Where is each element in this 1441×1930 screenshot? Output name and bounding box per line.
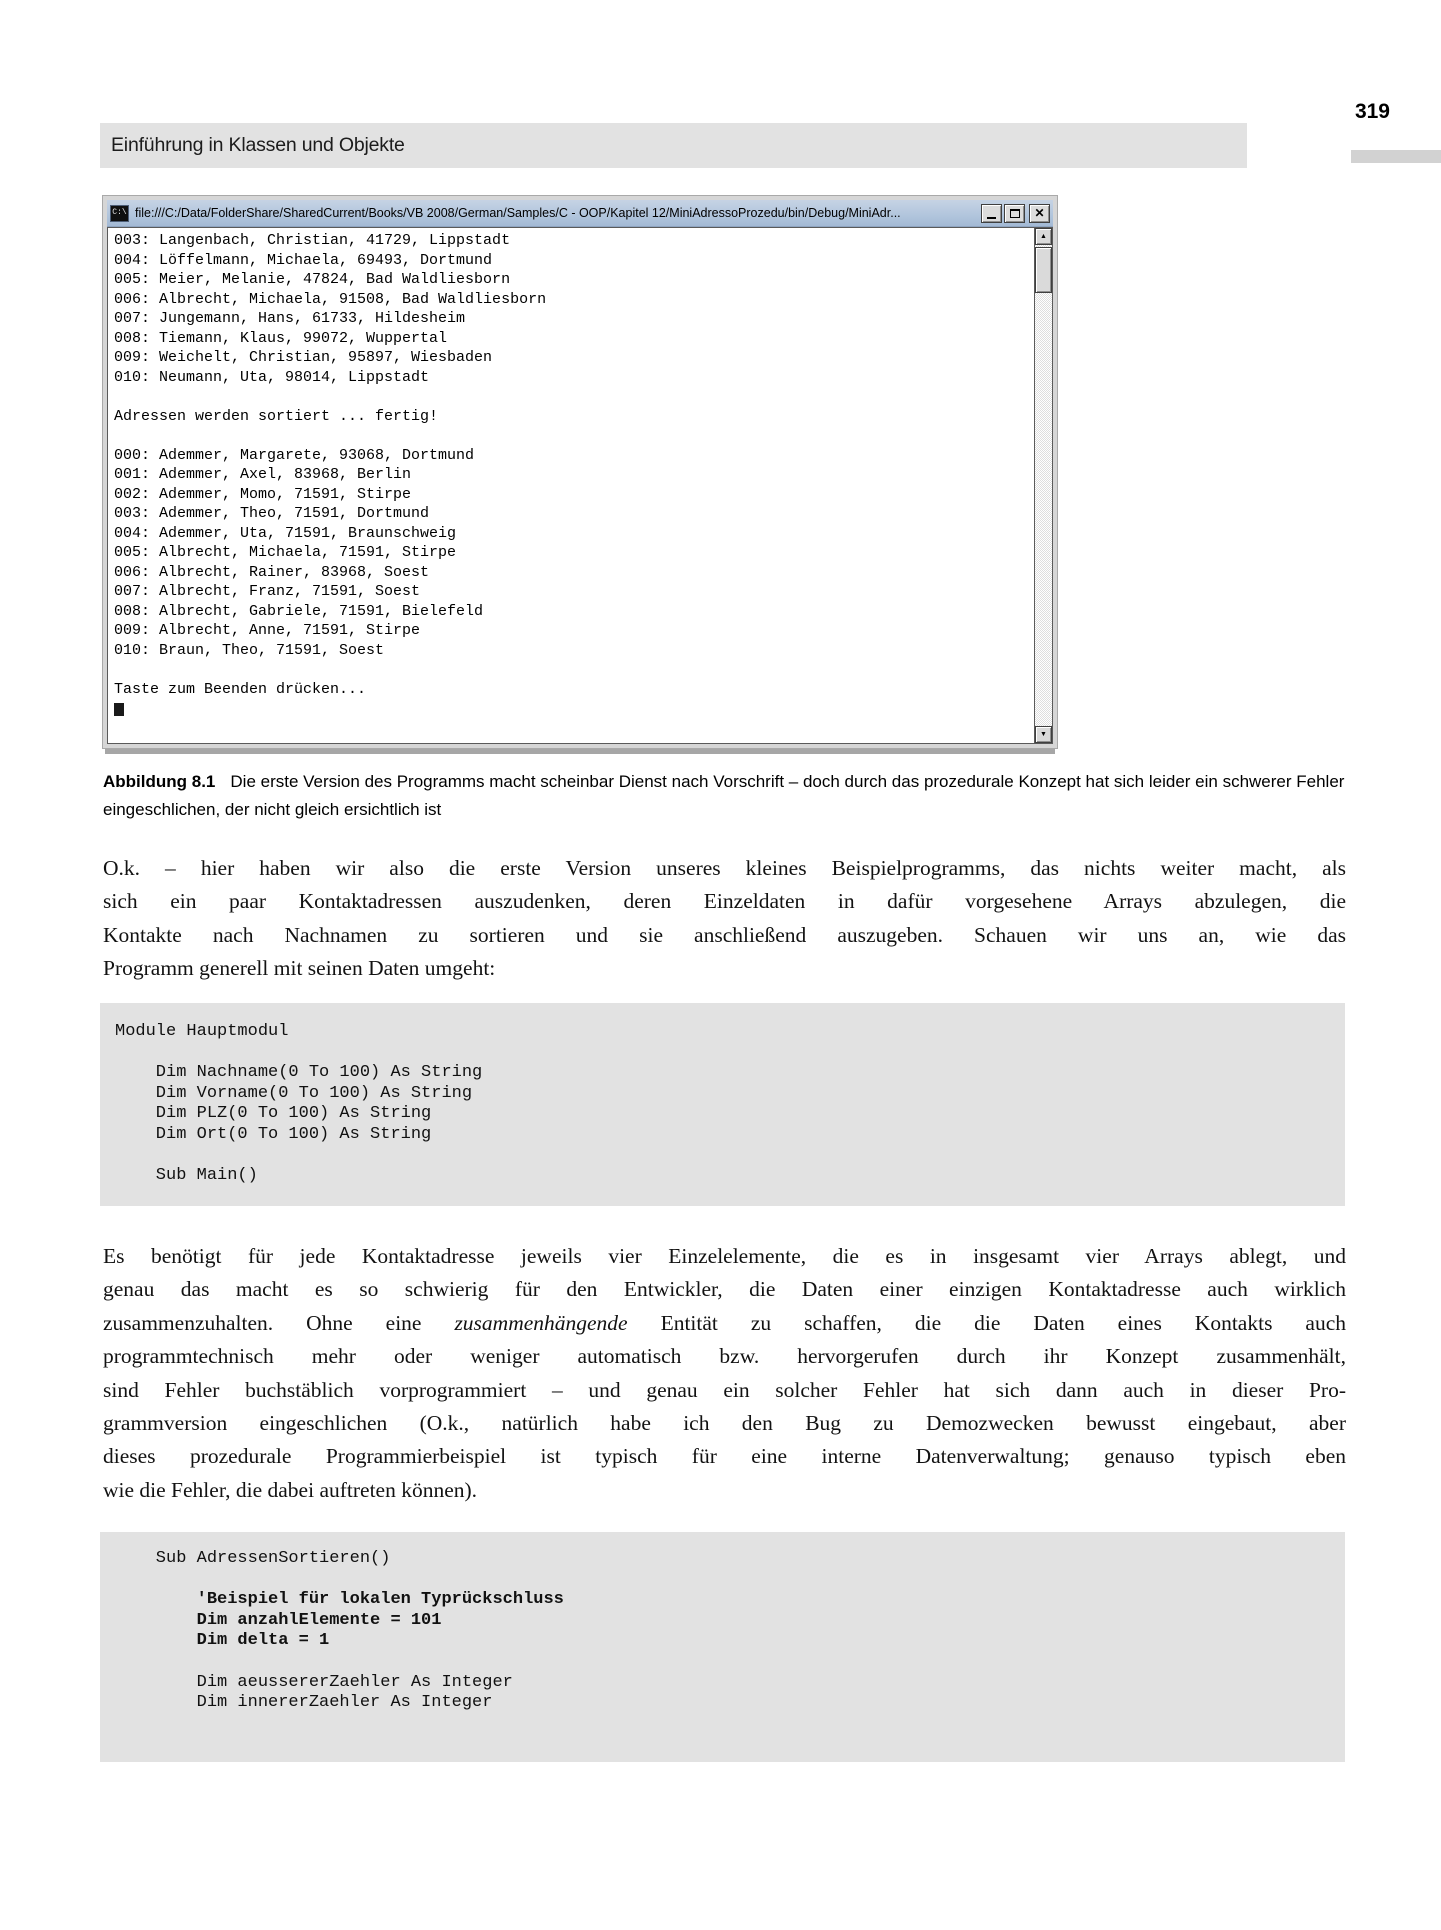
scroll-down-button[interactable] bbox=[1035, 726, 1052, 743]
code-block-sortieren bbox=[100, 1532, 1345, 1762]
code-line bbox=[115, 1043, 1345, 1064]
console-line: 006: Albrecht, Michaela, 91508, Bad Waldliesborn bbox=[114, 290, 547, 308]
paragraph-line: Es benötigt für jede Kontaktadresse jeweils vier Einzelelemente, die es in insgesamt vier Arrays ablegt, und bbox=[103, 1244, 1346, 1268]
console-line: 003: Ademmer, Theo, 71591, Dortmund bbox=[114, 505, 430, 522]
console-line: 005: Albrecht, Michaela, 71591, Stirpe bbox=[114, 544, 457, 561]
code-line: Dim Vorname(0 To 100) As String bbox=[115, 1083, 473, 1103]
paragraph-line: Kontakte nach Nachnamen zu sortieren und sie anschließend auszugeben. Schauen wir uns an, wie das bbox=[103, 922, 1346, 947]
scrollbar-thumb[interactable] bbox=[1035, 247, 1052, 293]
paragraph-line: sich ein paar Kontaktadressen auszudenken, deren Einzeldaten in dafür vorgesehene Arrays abzulegen, die bbox=[103, 889, 1346, 914]
console-line: 009: Weichelt, Christian, 95897, Wiesbaden bbox=[114, 349, 493, 366]
minimize-button[interactable] bbox=[981, 204, 1002, 223]
console-line: 003: Langenbach, Christian, 41729, Lippstadt bbox=[114, 232, 511, 249]
paragraph-line: programmtechnisch mehr oder weniger automatisch bzw. hervorgerufen durch ihr Konzept zusammenhält, bbox=[103, 1344, 1346, 1369]
code-line bbox=[115, 1146, 1345, 1167]
paragraph-text: zusammenzuhalten. Ohne eine bbox=[103, 1310, 455, 1335]
console-line: 007: Albrecht, Franz, 71591, Soest bbox=[114, 583, 421, 600]
console-line: 008: Tiemann, Klaus, 99072, Wuppertal bbox=[114, 329, 448, 347]
paragraph-line bbox=[103, 1307, 1346, 1340]
page-number-tab bbox=[1351, 150, 1441, 163]
body-paragraph-2 bbox=[103, 1240, 1346, 1507]
paragraph-line: wie die Fehler, die dabei auftreten können). bbox=[103, 1477, 478, 1502]
maximize-button[interactable] bbox=[1004, 204, 1025, 223]
code-line: Dim Nachname(0 To 100) As String bbox=[115, 1063, 483, 1083]
section-title: Einführung in Klassen und Objekte bbox=[111, 134, 405, 156]
window-titlebar[interactable] bbox=[107, 200, 1053, 227]
console-line: 005: Meier, Melanie, 47824, Bad Waldliesborn bbox=[114, 271, 511, 288]
console-cursor bbox=[114, 703, 124, 716]
close-icon: ✕ bbox=[1034, 206, 1045, 220]
code-line: Dim PLZ(0 To 100) As String bbox=[115, 1104, 432, 1124]
figure-caption-text: Die erste Version des Programms macht scheinbar Dienst nach Vorschrift – doch durch das prozedurale Konzept hat sich leider ein schwerer Fehler eingeschlichen, der nicht gleich ersichtlich ist bbox=[103, 772, 1345, 819]
console-line: 006: Albrecht, Rainer, 83968, Soest bbox=[114, 563, 430, 581]
console-line bbox=[114, 660, 1034, 680]
scroll-up-button[interactable] bbox=[1035, 228, 1052, 245]
header-band bbox=[100, 123, 1247, 168]
console-line: 008: Albrecht, Gabriele, 71591, Bielefeld bbox=[114, 602, 484, 620]
page-number: 319 bbox=[1354, 100, 1390, 123]
console-icon: C:\ bbox=[110, 205, 129, 222]
console-line bbox=[114, 426, 1034, 446]
code-line: Module Hauptmodul bbox=[115, 1022, 289, 1041]
scroll-up-icon: ▲ bbox=[1040, 233, 1047, 240]
console-client-area bbox=[107, 227, 1053, 744]
code-line bbox=[115, 1652, 1345, 1673]
code-line: Dim Ort(0 To 100) As String bbox=[115, 1124, 432, 1144]
code-line bbox=[115, 1570, 1345, 1591]
code-line: 'Beispiel für lokalen Typrückschluss bbox=[115, 1590, 564, 1610]
paragraph-line: genau das macht es so schwierig für den Entwickler, die Daten einer einzigen Kontaktadresse auch wirklich bbox=[103, 1277, 1346, 1302]
console-line: 010: Braun, Theo, 71591, Soest bbox=[114, 641, 385, 659]
console-line: 002: Ademmer, Momo, 71591, Stirpe bbox=[114, 485, 412, 503]
paragraph-line: dieses prozedurale Programmierbeispiel ist typisch für eine interne Datenverwaltung; genauso typisch eben bbox=[103, 1444, 1346, 1469]
minimize-icon bbox=[987, 217, 996, 219]
code-line: Dim aeussererZaehler As Integer bbox=[115, 1672, 513, 1692]
console-output bbox=[108, 228, 1034, 743]
figure-caption-label: Abbildung 8.1 bbox=[103, 772, 216, 791]
console-line bbox=[114, 387, 1034, 407]
scroll-down-icon: ▼ bbox=[1040, 731, 1047, 738]
paragraph-line: sind Fehler buchstäblich vorprogrammiert – und genau ein solcher Fehler hat sich dann auch in dieser Pro- bbox=[103, 1377, 1346, 1402]
code-line: Dim anzahlElemente = 101 bbox=[115, 1610, 442, 1630]
console-line: 001: Ademmer, Axel, 83968, Berlin bbox=[114, 466, 412, 483]
paragraph-line: grammversion eingeschlichen (O.k., natürlich habe ich den Bug zu Demozwecken bewusst eingebaut, aber bbox=[103, 1411, 1346, 1436]
console-line: 007: Jungemann, Hans, 61733, Hildesheim bbox=[114, 310, 466, 327]
code-line: Sub AdressenSortieren() bbox=[115, 1549, 391, 1568]
window-buttons bbox=[979, 204, 1050, 223]
close-button[interactable] bbox=[1029, 204, 1050, 223]
console-line: 000: Ademmer, Margarete, 93068, Dortmund bbox=[114, 446, 475, 464]
paragraph-line: O.k. – hier haben wir also die erste Version unseres kleines Beispielprogramms, das nichts weiter macht, als bbox=[103, 856, 1346, 880]
console-line: 004: Löffelmann, Michaela, 69493, Dortmund bbox=[114, 251, 493, 269]
console-line: Adressen werden sortiert ... fertig! bbox=[114, 407, 439, 425]
code-line: Sub Main() bbox=[115, 1166, 258, 1186]
console-line: 004: Ademmer, Uta, 71591, Braunschweig bbox=[114, 524, 457, 542]
figure-caption bbox=[103, 768, 1348, 824]
paragraph-line: Programm generell mit seinen Daten umgeht: bbox=[103, 956, 496, 981]
console-line: Taste zum Beenden drücken... bbox=[114, 680, 367, 698]
console-line: 009: Albrecht, Anne, 71591, Stirpe bbox=[114, 622, 421, 639]
vertical-scrollbar[interactable] bbox=[1034, 228, 1052, 743]
body-paragraph-1 bbox=[103, 852, 1346, 986]
paragraph-text-italic: zusammenhängende bbox=[454, 1310, 628, 1335]
code-block-module bbox=[100, 1003, 1345, 1206]
window-title: file:///C:/Data/FolderShare/SharedCurrent/Books/VB 2008/German/Samples/C - OOP/Kapitel 12/MiniAdressoProzedu/bin/Debug/MiniAdr... bbox=[135, 206, 901, 220]
code-line: Dim delta = 1 bbox=[115, 1631, 330, 1651]
paragraph-text: Entität zu schaffen, die die Daten eines Kontakts auch bbox=[627, 1310, 1346, 1335]
console-window bbox=[103, 196, 1057, 748]
maximize-icon bbox=[1010, 209, 1020, 218]
code-line: Dim innererZaehler As Integer bbox=[115, 1693, 493, 1713]
console-line: 010: Neumann, Uta, 98014, Lippstadt bbox=[114, 368, 430, 386]
